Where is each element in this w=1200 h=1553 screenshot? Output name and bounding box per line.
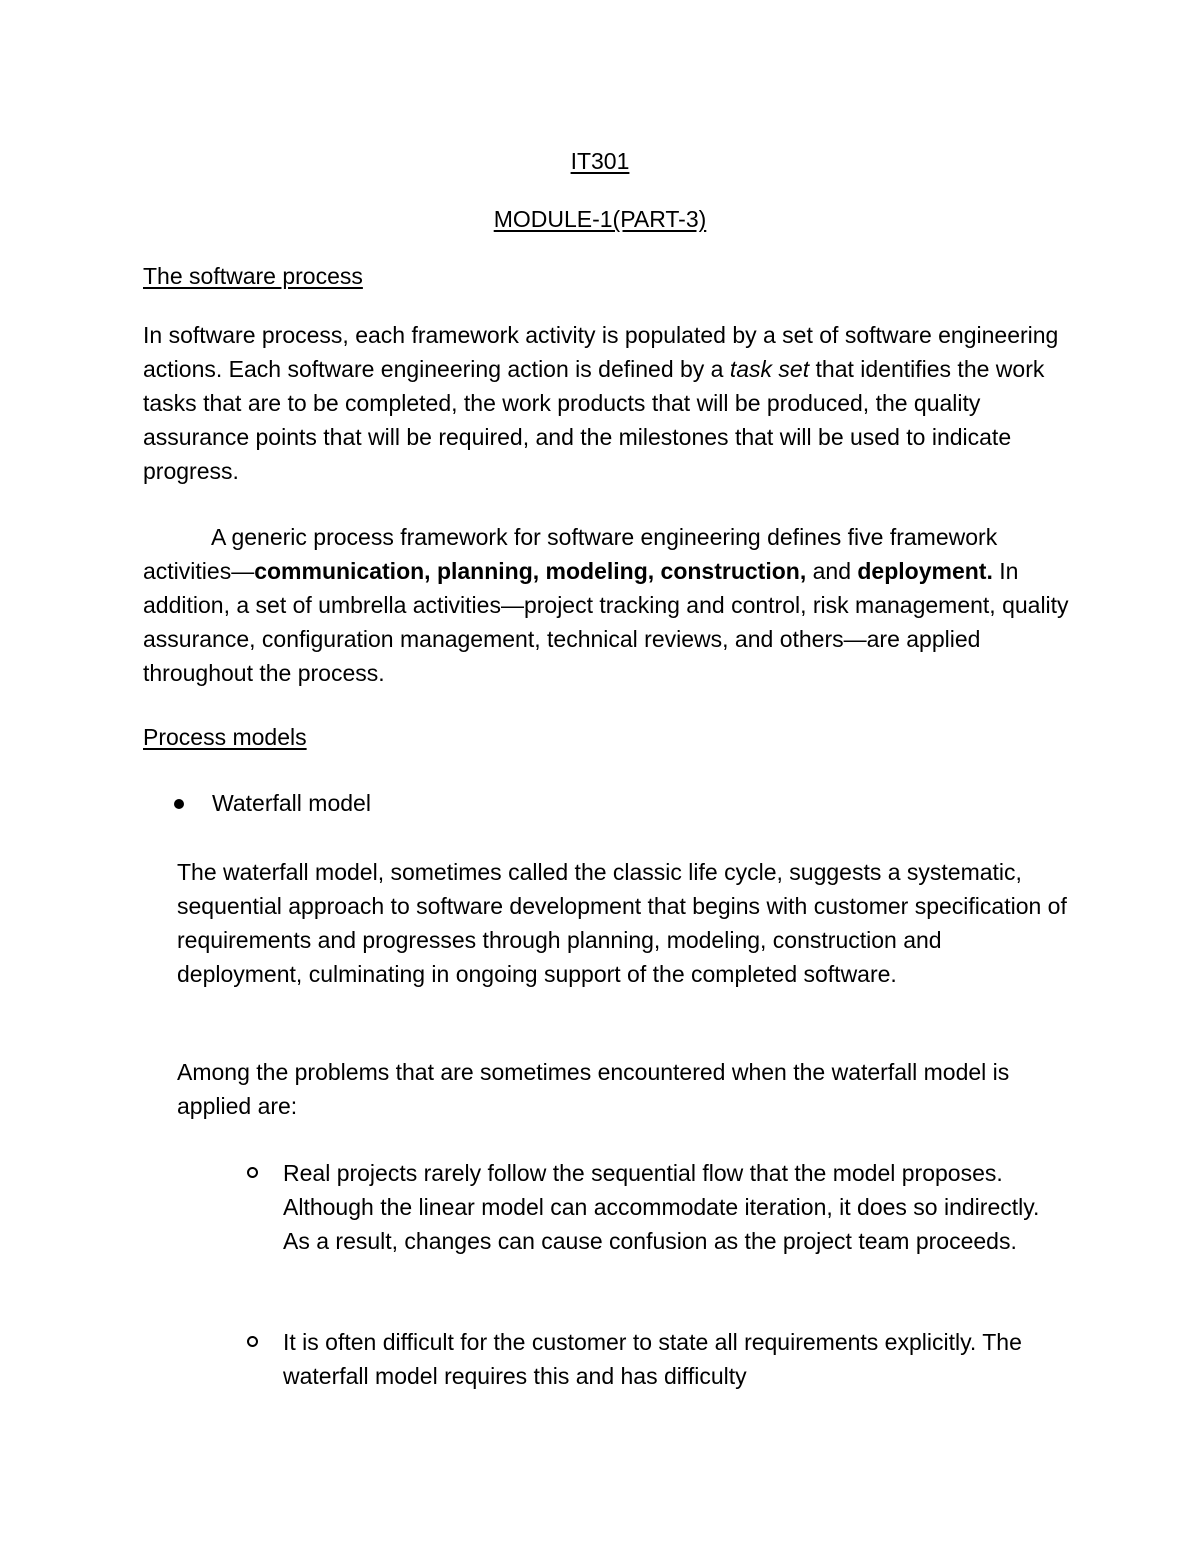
bold-activities: communication, planning, modeling, construction,: [254, 558, 807, 584]
paragraph-text: In software process, each framework activity is populated by a set of software engineering actions. Each software engineering action is defined by a: [143, 322, 1059, 382]
section-heading-software-process: [143, 259, 1073, 293]
sub-bullet-requirements: It is often difficult for the customer to state all requirements explicitly. The waterfall model requires this and has difficulty: [283, 1329, 1022, 1389]
section-heading-text: The software process: [143, 263, 363, 289]
module-title-text: MODULE-1(PART-3): [493, 206, 707, 232]
italic-term: task set: [729, 356, 810, 382]
section-heading-text: Process models: [143, 724, 307, 750]
bold-deployment: deployment.: [857, 558, 993, 584]
section-heading-process-models: [143, 720, 1073, 754]
paragraph-software-process: [143, 318, 1073, 488]
paragraph-text: and: [806, 558, 858, 584]
module-title: [0, 202, 1200, 236]
paragraph-waterfall-problems: Among the problems that are sometimes encountered when the waterfall model is applied are:: [177, 1059, 1010, 1119]
paragraph-waterfall-description: The waterfall model, sometimes called the classic life cycle, suggests a systematic, sequential approach to software development that begins with customer specification of requirements and progresses through planning, modeling, construction and deployment, culminating in ongoing support of the completed software.: [177, 859, 1067, 987]
circle-bullet-icon: [247, 1336, 258, 1347]
sub-bullet-real-projects: Real projects rarely follow the sequential flow that the model proposes. Although the linear model can accommodate iteration, it does so indirectly. As a result, changes can cause confusion as the project team proceeds.: [283, 1160, 1040, 1254]
paragraph-text: that identifies the work tasks that are to be completed, the work products that will be produced, the quality assurance points that will be required, and the milestones that will be used to indicate progress.: [143, 356, 1045, 484]
course-code: [0, 144, 1200, 178]
bullet-waterfall-model: Waterfall model: [212, 790, 371, 816]
course-code-text: IT301: [570, 148, 630, 174]
paragraph-text: In addition, a set of umbrella activities—project tracking and control, risk management, quality assurance, configuration management, technical reviews, and others—are applied throughout the process.: [143, 558, 1069, 686]
paragraph-text: A generic process framework for software engineering defines five framework activities—: [143, 524, 998, 584]
circle-bullet-icon: [247, 1167, 258, 1178]
paragraph-generic-framework: [143, 520, 1073, 690]
bullet-dot-icon: [174, 799, 184, 809]
